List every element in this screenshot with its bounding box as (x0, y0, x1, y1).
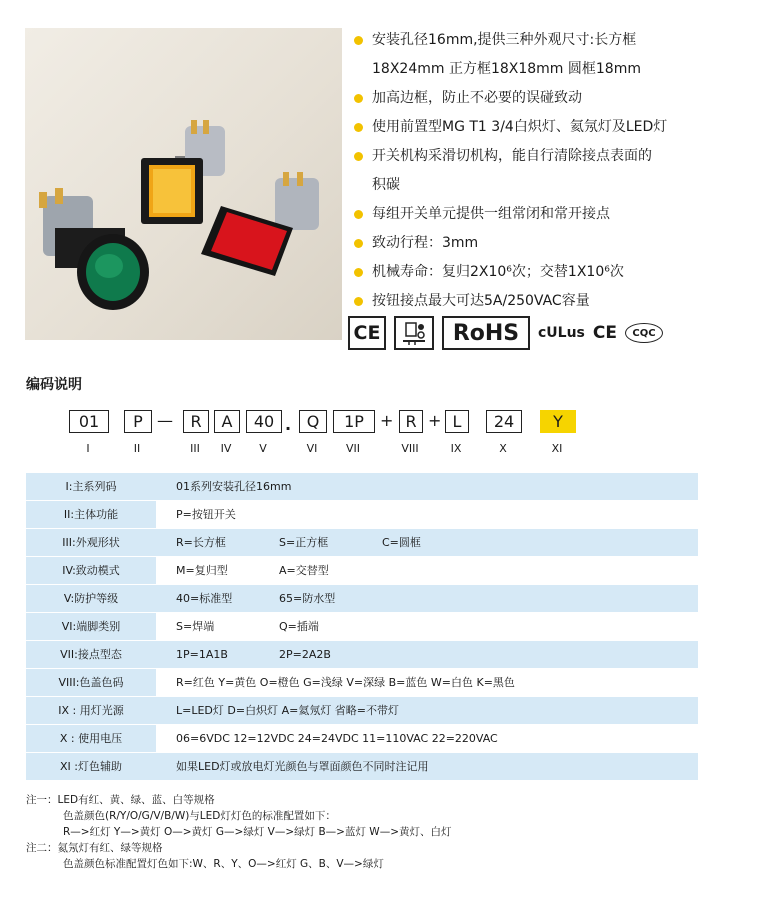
code-diagram (0, 410, 766, 470)
roman-numeral: XI (551, 442, 563, 455)
code-box: R (183, 410, 209, 433)
code-box: 01 (69, 410, 109, 433)
table-value: R=长方框 S=正方框 C=圆框 (156, 529, 698, 556)
table-row (26, 529, 698, 556)
roman-numeral: X (499, 442, 507, 455)
table-row (26, 697, 698, 724)
table-key: X : 使用电压 (26, 725, 156, 752)
feature-item: 加高边框，防止不必要的误碰致动 (352, 84, 762, 113)
code-box: A (214, 410, 240, 433)
table-value: L=LED灯 D=白炽灯 A=氦氖灯 省略=不带灯 (156, 697, 698, 724)
roman-numeral: VII (345, 442, 360, 455)
table-value: P=按钮开关 (156, 501, 698, 528)
table-key: VIII:色盖色码 (26, 669, 156, 696)
table-key: VII:接点型态 (26, 641, 156, 668)
table-key: II:主体功能 (26, 501, 156, 528)
bullet-dot-icon (354, 268, 363, 277)
feature-item: 按钮接点最大可达5A/250VAC容量 (352, 287, 762, 316)
code-separator: — (157, 411, 173, 430)
roman-numeral: VIII (401, 442, 419, 455)
table-row (26, 613, 698, 640)
ul-mark: cULus (538, 325, 585, 341)
ce-mark: CE (348, 316, 386, 350)
code-box: Q (299, 410, 327, 433)
table-row (26, 501, 698, 528)
roman-numeral: III (190, 442, 200, 455)
table-key: I:主系列码 (26, 473, 156, 500)
bullet-dot-icon (354, 123, 363, 132)
notes (26, 792, 452, 872)
note-line: 色盖颜色(R/Y/O/G/V/B/W)与LED灯灯色的标准配置如下： (63, 810, 336, 822)
table-key: IV:致动模式 (26, 557, 156, 584)
table-row (26, 725, 698, 752)
note-line: 色盖颜色标准配置灯色如下:W、R、Y、O—>红灯 G、B、V—>绿灯 (63, 858, 384, 870)
bullet-dot-icon (354, 36, 363, 45)
code-box: 24 (486, 410, 522, 433)
feature-item-continuation: 18X24mm 正方框18X18mm 圆框18mm (372, 61, 641, 77)
table-row (26, 473, 698, 500)
cqc-mark: CQC (625, 323, 663, 343)
section-title: 编码说明 (26, 377, 82, 393)
bullet-dot-icon (354, 152, 363, 161)
table-value: S=焊端 Q=插端 (156, 613, 698, 640)
roman-numeral: IV (220, 442, 232, 455)
code-box: P (124, 410, 152, 433)
code-table (26, 473, 698, 781)
code-separator: + (428, 411, 442, 430)
note-line: R—>红灯 Y—>黄灯 O—>黄灯 G—>绿灯 V—>绿灯 B—>蓝灯 W—>黄灯、白灯 (63, 826, 452, 838)
roman-numeral: VI (306, 442, 318, 455)
bullet-dot-icon (354, 210, 363, 219)
code-separator: + (380, 411, 394, 430)
table-row (26, 753, 698, 780)
code-box: 1P (333, 410, 375, 433)
feature-item-continuation: 积碳 (372, 177, 400, 193)
bullet-dot-icon (354, 239, 363, 248)
table-value: 40=标准型 65=防水型 (156, 585, 698, 612)
safety-symbol-icon (400, 320, 428, 346)
table-value: M=复归型 A=交替型 (156, 557, 698, 584)
feature-item: 每组开关单元提供一组常闭和常开接点 (352, 200, 762, 229)
rohs-mark: RoHS (442, 316, 530, 350)
feature-item: 安装孔径16mm,提供三种外观尺寸:长方框 (352, 26, 762, 55)
table-key: VI:端脚类别 (26, 613, 156, 640)
code-box: L (445, 410, 469, 433)
table-value: 06=6VDC 12=12VDC 24=24VDC 11=110VAC 22=220VAC (156, 725, 698, 752)
table-value: 1P=1A1B 2P=2A2B (156, 641, 698, 668)
roman-numeral: IX (450, 442, 462, 455)
ce-mark-2: CE (592, 323, 617, 343)
feature-item: 机械寿命：复归2X10⁶次；交替1X10⁶次 (352, 258, 762, 287)
table-row (26, 585, 698, 612)
product-photo-drawing (25, 28, 342, 340)
code-box-highlight: Y (540, 410, 576, 433)
safety-mark-icon (394, 316, 434, 350)
note-line: 注一：LED有红、黄、绿、蓝、白等规格 (26, 794, 215, 806)
bullet-dot-icon (354, 297, 363, 306)
table-key: XI :灯色辅助 (26, 753, 156, 780)
feature-item: 使用前置型MG T1 3/4白炽灯、氦氖灯及LED灯 (352, 113, 762, 142)
table-key: III:外观形状 (26, 529, 156, 556)
feature-item: 致动行程：3mm (352, 229, 762, 258)
table-row (26, 557, 698, 584)
table-row (26, 641, 698, 668)
table-key: IX : 用灯光源 (26, 697, 156, 724)
code-box: 40 (246, 410, 282, 433)
feature-list (352, 26, 762, 316)
table-value: 如果LED灯或放电灯光颜色与罩面颜色不同时注记用 (156, 753, 698, 780)
roman-numeral: V (259, 442, 267, 455)
table-value: 01系列安装孔径16mm (156, 473, 698, 500)
feature-item: 开关机构采滑切机构，能自行清除接点表面的 (352, 142, 762, 171)
bullet-dot-icon (354, 94, 363, 103)
code-separator: . (285, 415, 292, 434)
table-key: V:防护等级 (26, 585, 156, 612)
table-row (26, 669, 698, 696)
roman-numeral: II (133, 442, 141, 455)
note-line: 注二：氦氖灯有红、绿等规格 (26, 842, 163, 854)
code-box: R (399, 410, 423, 433)
table-value: R=红色 Y=黄色 O=橙色 G=浅绿 V=深绿 B=蓝色 W=白色 K=黑色 (156, 669, 698, 696)
roman-numeral: I (86, 442, 90, 455)
product-photo (25, 28, 342, 340)
certification-marks (348, 313, 663, 353)
